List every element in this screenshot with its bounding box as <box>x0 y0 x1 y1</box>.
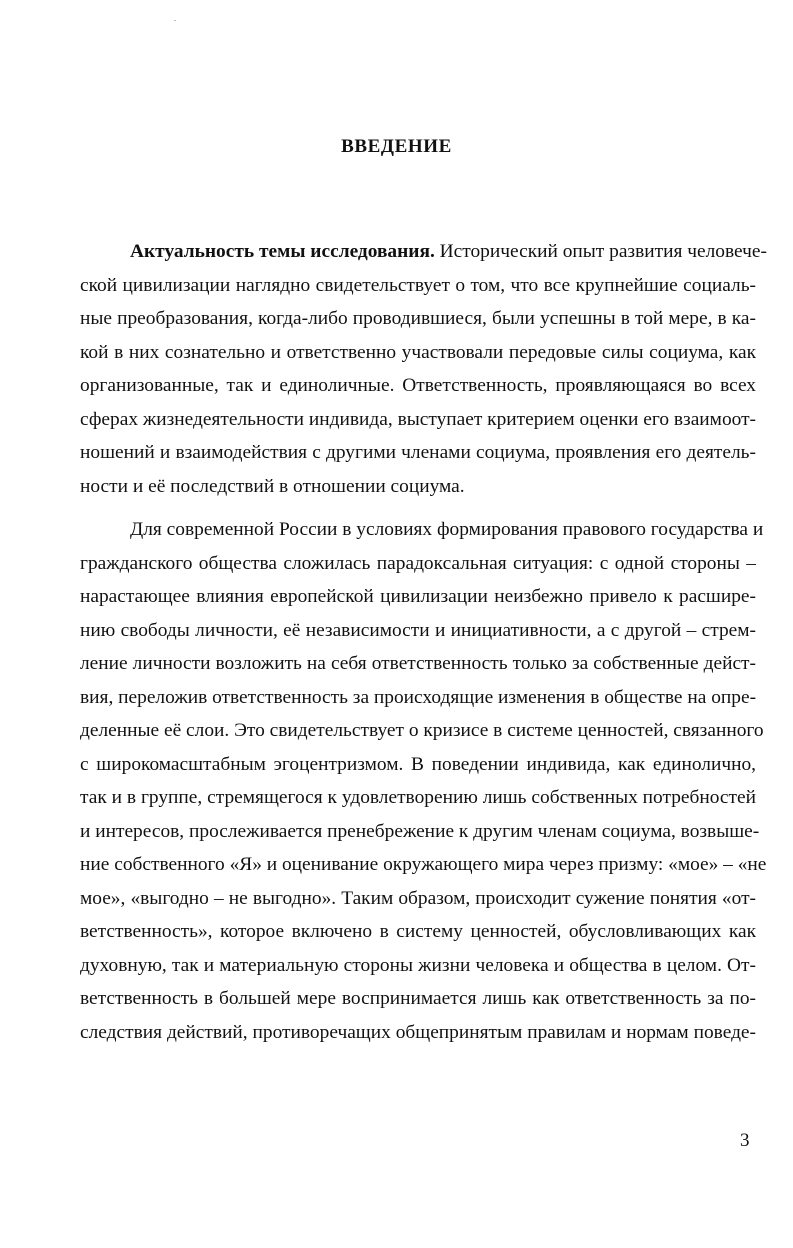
paragraph-line: ление личности возложить на себя ответственность только за собственные дейст- <box>80 653 756 674</box>
paragraph-line: с широкомасштабным эгоцентризмом. В поведении индивида, как единолично, <box>80 753 756 775</box>
paragraph-line <box>130 240 767 264</box>
paragraph-line: организованные, так и единоличные. Ответственность, проявляющаяся во всех <box>80 375 756 396</box>
paragraph-line: так и в группе, стремящегося к удовлетворению лишь собственных потребностей <box>80 787 756 808</box>
paragraph-line: духовную, так и материальную стороны жизни человека и общества в целом. От- <box>80 954 756 976</box>
paragraph-line: кой в них сознательно и ответственно участвовали передовые силы социума, как <box>80 341 756 363</box>
page-number: 3 <box>740 1130 750 1151</box>
paragraph-line: вия, переложив ответственность за происходящие изменения в обществе на опре- <box>80 686 757 708</box>
paragraph-line: гражданского общества сложилась парадоксальная ситуация: с одной стороны – <box>80 552 756 574</box>
paragraph-line: Для современной России в условиях формирования правового государства и <box>130 519 764 540</box>
paragraph-line: ношений и взаимодействия с другими членами социума, проявления его деятель- <box>80 442 756 463</box>
paragraph-line: ные преобразования, когда-либо проводившиеся, были успешны в той мере, в ка- <box>80 308 756 329</box>
scan-speck <box>174 20 176 21</box>
lead-bold-phrase: Актуальность темы исследования. <box>130 241 435 262</box>
paragraph-line: ветственность в большей мере воспринимается лишь как ответственность за по- <box>80 988 756 1009</box>
paragraph-line: ской цивилизации наглядно свидетельствует о том, что все крупнейшие социаль- <box>80 274 756 296</box>
paragraph-line: следствия действий, противоречащих общепринятым правилам и нормам поведе- <box>80 1021 756 1043</box>
paragraph-line: и интересов, прослеживается пренебрежение к другим членам социума, возвыше- <box>80 820 760 842</box>
paragraph-line: деленные её слои. Это свидетельствует о кризисе в системе ценностей, связанного <box>80 720 764 741</box>
paragraph-line: ветственность», которое включено в систему ценностей, обусловливающих как <box>80 921 756 942</box>
paragraph-text: Исторический опыт развития человече- <box>434 241 767 262</box>
section-heading: ВВЕДЕНИЕ <box>341 136 452 157</box>
paragraph-line: ности и её последствий в отношении социума. <box>80 475 465 497</box>
paragraph-line: ние собственного «Я» и оценивание окружающего мира через призму: «мое» – «не <box>80 854 767 875</box>
paragraph-line: мое», «выгодно – не выгодно». Таким образом, происходит сужение понятия «от- <box>80 887 756 909</box>
paragraph-line: сферах жизнедеятельности индивида, выступает критерием оценки его взаимоот- <box>80 408 757 430</box>
paragraph-line: нарастающее влияния европейской цивилизации неизбежно привело к расшире- <box>80 586 756 607</box>
paragraph-line: нию свободы личности, её независимости и инициативности, а с другой – стрем- <box>80 619 756 641</box>
